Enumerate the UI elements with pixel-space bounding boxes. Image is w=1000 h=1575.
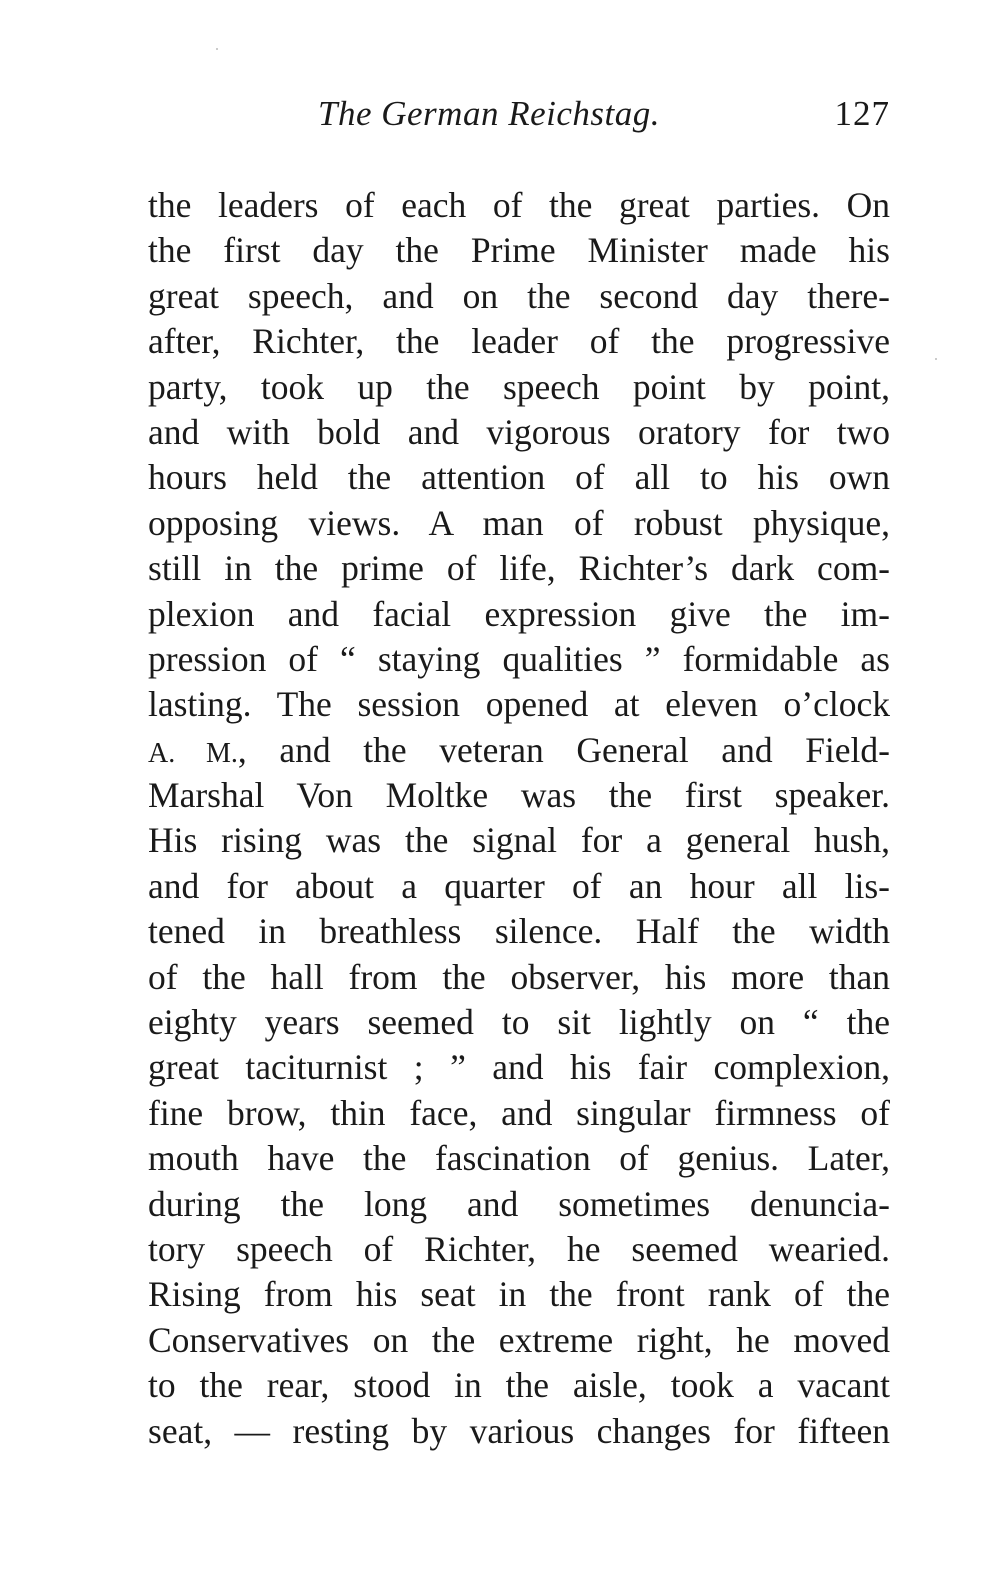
small-caps-abbreviation: A. M. <box>148 737 238 769</box>
paper-speck <box>935 358 937 360</box>
text-line: still in the prime of life, Richter’s dark com- <box>148 548 890 589</box>
text-line: opposing views. A man of robust physique, <box>148 502 890 543</box>
text-line: His rising was the signal for a general hush, <box>148 820 890 861</box>
body-text <box>148 183 890 1454</box>
running-head <box>148 92 890 136</box>
paper-speck <box>216 48 218 50</box>
text-line: fine brow, thin face, and singular firmness of <box>148 1092 890 1133</box>
text-line: and with bold and vigorous oratory for two <box>148 411 890 452</box>
text-line: Conservatives on the extreme right, he moved <box>148 1319 890 1360</box>
text-line: great taciturnist ; ” and his fair complexion, <box>148 1047 890 1088</box>
text-line: mouth have the fascination of genius. Later, <box>148 1138 890 1179</box>
text-line: seat, — resting by various changes for fifteen <box>148 1410 890 1451</box>
text-line: tory speech of Richter, he seemed wearied. <box>148 1228 890 1269</box>
text-line: great speech, and on the second day there- <box>148 275 890 316</box>
text-line: tened in breathless silence. Half the width <box>148 911 890 952</box>
text-line: after, Richter, the leader of the progressive <box>148 321 890 362</box>
text-line: plexion and facial expression give the im- <box>148 593 890 634</box>
text-line: during the long and sometimes denuncia- <box>148 1183 890 1224</box>
text-line: eighty years seemed to sit lightly on “ the <box>148 1002 890 1043</box>
text-line: and for about a quarter of an hour all lis- <box>148 865 890 906</box>
text-line: of the hall from the observer, his more than <box>148 956 890 997</box>
text-line: party, took up the speech point by point, <box>148 366 890 407</box>
text-line: lasting. The session opened at eleven o’clock <box>148 684 890 725</box>
text-line: Marshal Von Moltke was the first speaker. <box>148 775 890 816</box>
text-line: the leaders of each of the great parties. On <box>148 185 890 225</box>
running-title: The German Reichstag. <box>318 94 660 133</box>
text-line: the first day the Prime Minister made his <box>148 230 890 271</box>
text-line: Rising from his seat in the front rank of the <box>148 1274 890 1315</box>
text-line: A. M., and the veteran General and Field- <box>148 729 890 770</box>
text-line: hours held the attention of all to his own <box>148 457 890 498</box>
page-number: 127 <box>834 94 890 133</box>
text-line: pression of “ staying qualities ” formidable as <box>148 638 890 679</box>
text-line: to the rear, stood in the aisle, took a vacant <box>148 1365 890 1406</box>
